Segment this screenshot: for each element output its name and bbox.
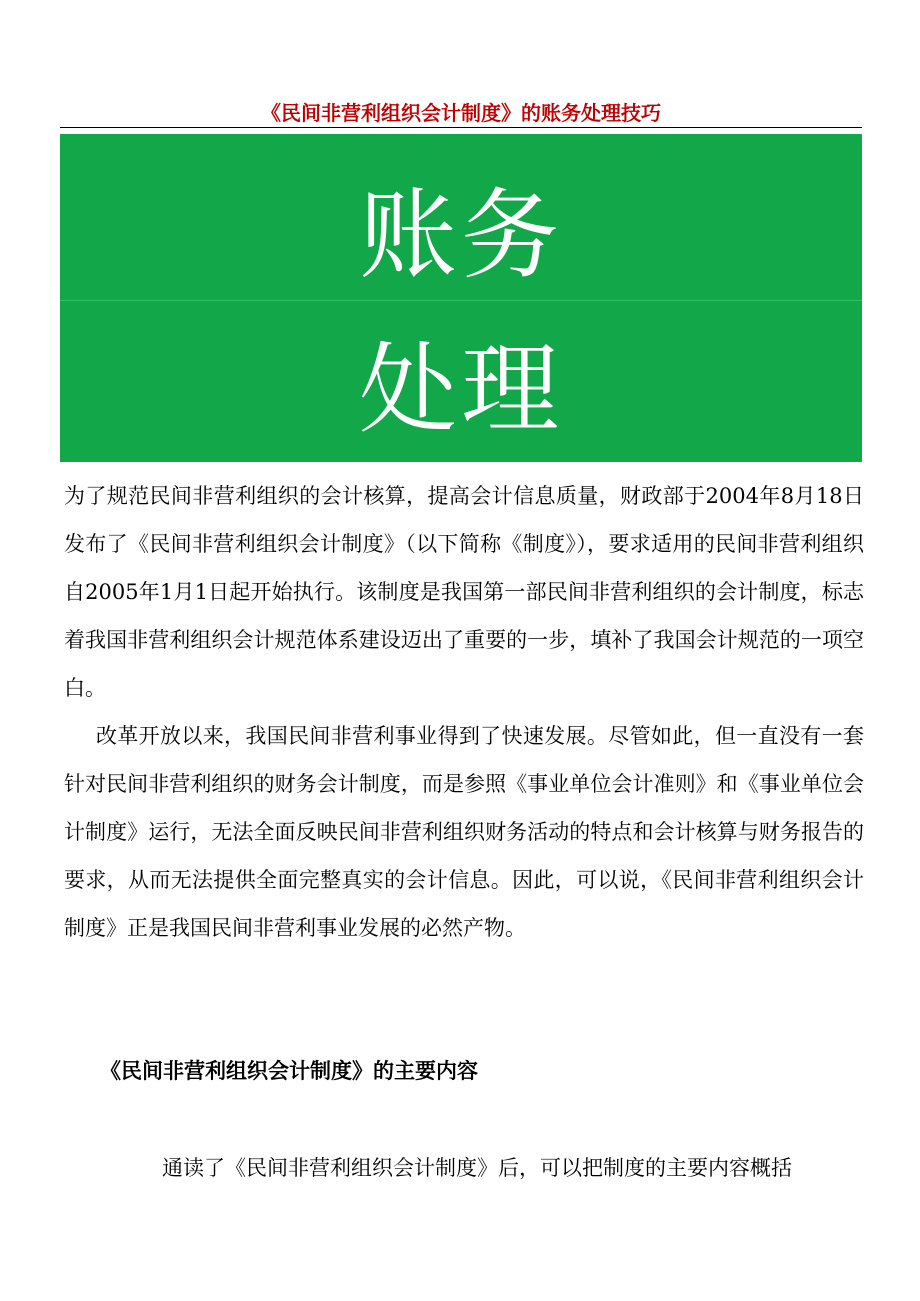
banner-line-1: 账务 bbox=[358, 179, 563, 293]
body-paragraph-1: 为了规范民间非营利组织的会计核算，提高会计信息质量，财政部于2004年8月18日发布了《民间非营利组织会计制度》（以下简称《制度》），要求适用的民间非营利组织自2005年1月1日起开始执行。该制度是我国第一部民间非营利组织的会计制度，标志着我国非营利组织会计规范体系建设迈出了重要的一步，填补了我国会计规范的一项空白。 bbox=[64, 484, 864, 700]
section-heading: 《民间非营利组织会计制度》的主要内容 bbox=[100, 1059, 478, 1083]
banner-divider bbox=[60, 300, 862, 301]
banner-line-2: 处理 bbox=[358, 333, 563, 447]
body-paragraph-3: 通读了《民间非营利组织会计制度》后，可以把制度的主要内容概括 bbox=[162, 1156, 792, 1180]
title-banner bbox=[60, 134, 862, 462]
document-title: 《民间非营利组织会计制度》的账务处理技巧 bbox=[261, 101, 661, 125]
body-paragraph-2: 改革开放以来，我国民间非营利事业得到了快速发展。尽管如此，但一直没有一套针对民间非营利组织的财务会计制度，而是参照《事业单位会计准则》和《事业单位会计制度》运行，无法全面反映民间非营利组织财务活动的特点和会计核算与财务报告的要求，从而无法提供全面完整真实的会计信息。因此，可以说，《民间非营利组织会计制度》正是我国民间非营利事业发展的必然产物。 bbox=[64, 724, 864, 940]
header-divider bbox=[60, 127, 862, 128]
